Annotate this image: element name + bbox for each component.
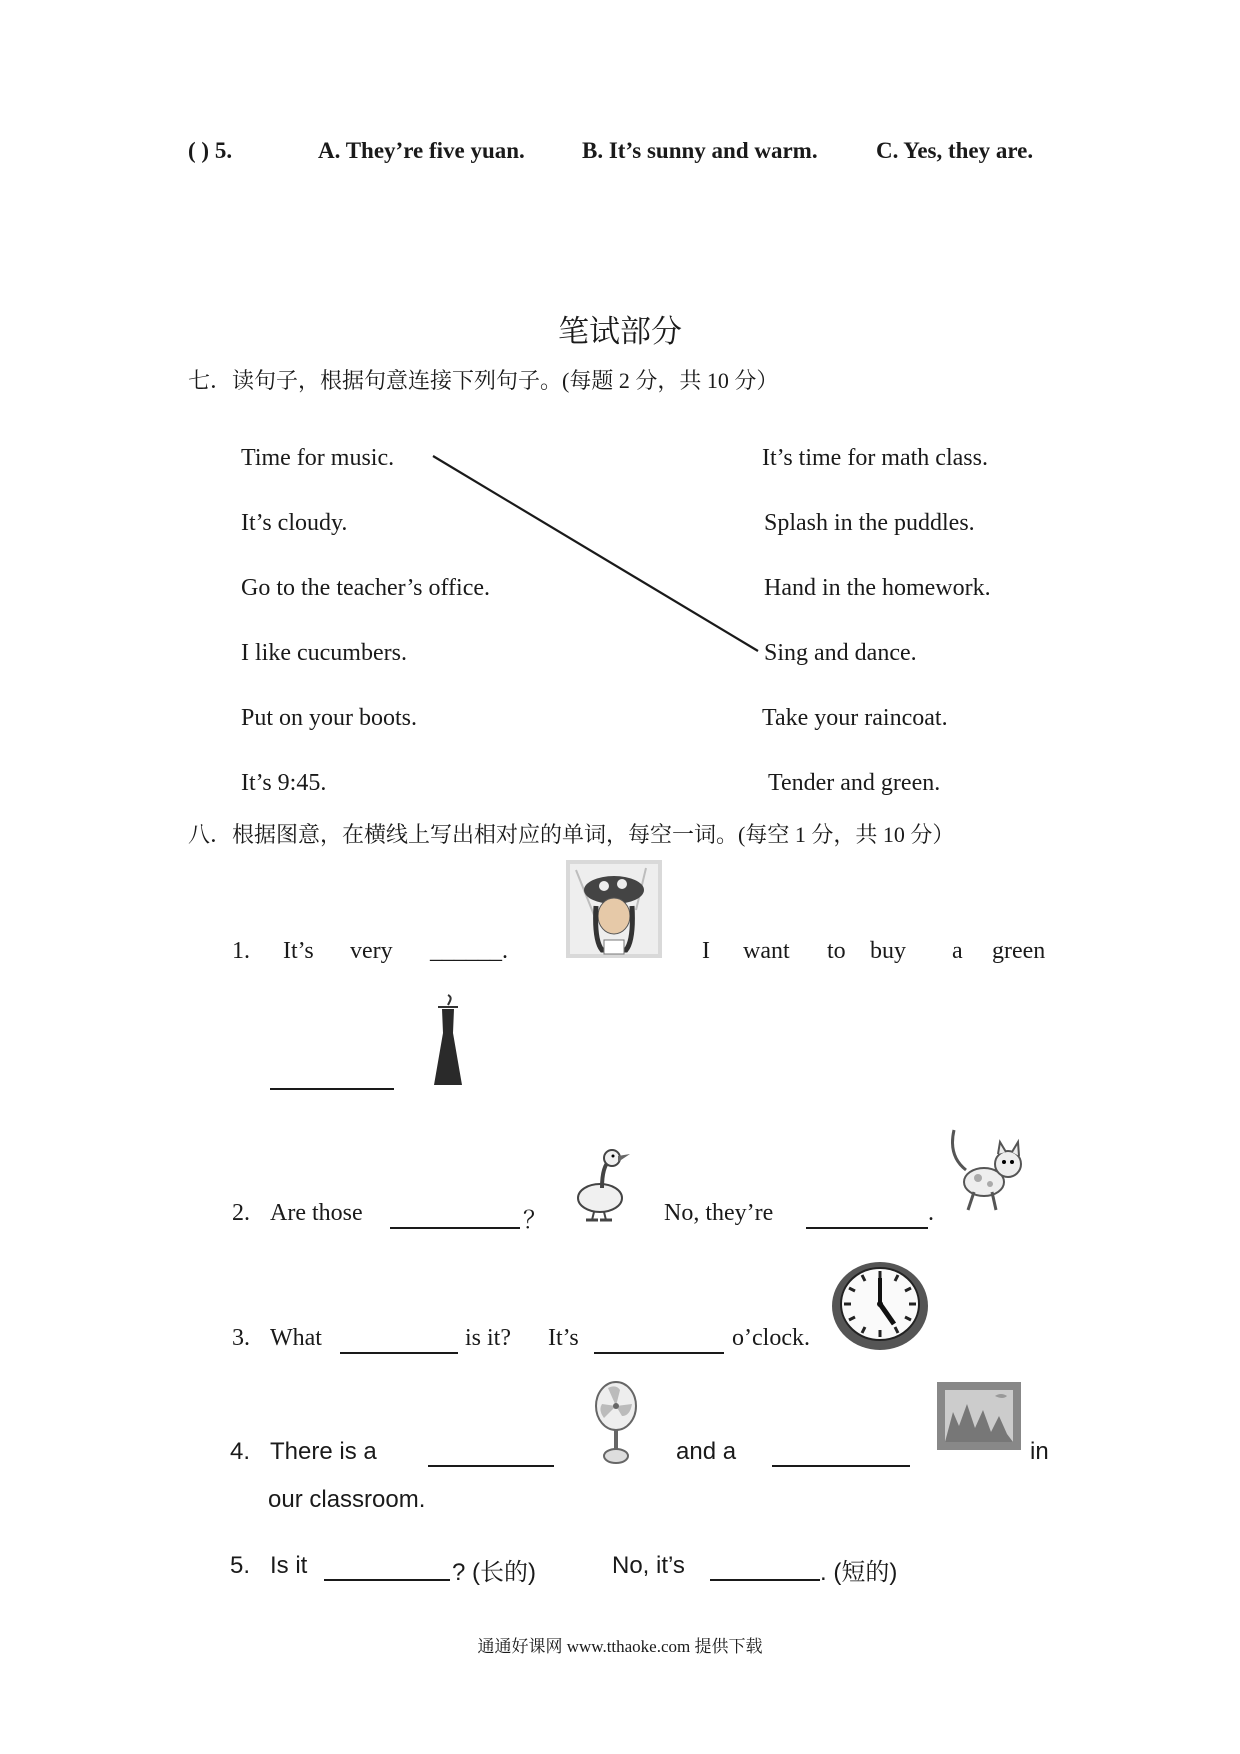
right-sentence: Splash in the puddles. (764, 510, 975, 536)
q5-text: Is it (270, 1552, 308, 1579)
section7-heading: 七．读句子，根据句意连接下列句子。(每题 2 分，共 10 分） (188, 368, 779, 393)
q2-number: 2. (232, 1200, 250, 1226)
question-5-bracket: ( ) 5. (188, 138, 233, 163)
q2-period: . (928, 1200, 934, 1226)
right-sentence: It’s time for math class. (762, 445, 988, 471)
fan-picture (590, 1378, 642, 1466)
q2-blank-1[interactable] (390, 1205, 520, 1229)
example-connecting-line (0, 0, 1240, 800)
q3-blank-1[interactable] (340, 1330, 458, 1354)
clock-picture (826, 1258, 932, 1352)
q1-word: want (743, 938, 790, 964)
q1-blank[interactable]: ______. (430, 938, 508, 964)
right-sentence: Take your raincoat. (762, 705, 948, 731)
option-a: A. They’re five yuan. (318, 138, 525, 163)
q5-blank-2[interactable] (710, 1557, 820, 1581)
cat-picture (948, 1126, 1030, 1216)
q5-hint-short: . (短的) (820, 1559, 898, 1586)
option-b: B. It’s sunny and warm. (582, 138, 818, 163)
duck-picture (572, 1142, 632, 1224)
q3-text: What (270, 1325, 322, 1351)
option-c: C. Yes, they are. (876, 138, 1034, 163)
q2-answer: No, they’re (664, 1200, 774, 1226)
right-sentence: Hand in the homework. (764, 575, 991, 601)
q1-word: very (350, 938, 393, 964)
q5-number: 5. (230, 1552, 251, 1579)
section8-heading: 八．根据图意，在横线上写出相对应的单词，每空一词。(每空 1 分，共 10 分） (188, 822, 955, 847)
q2-blank-2[interactable] (806, 1205, 928, 1229)
rainy-girl-picture (566, 860, 662, 958)
q1-word: It’s (283, 938, 314, 964)
q3-text: o’clock. (732, 1325, 810, 1351)
q1-second-blank[interactable] (270, 1066, 394, 1090)
footer-credit: 通通好课网 www.tthaoke.com 提供下载 (477, 1637, 763, 1656)
q3-blank-2[interactable] (594, 1330, 724, 1354)
right-sentence: Sing and dance. (764, 640, 917, 666)
q2-text: Are those (270, 1200, 363, 1226)
q1-word: green (992, 938, 1046, 964)
q4-text: and a (676, 1438, 737, 1465)
q1-word: to (827, 938, 846, 964)
q1-word: a (952, 938, 963, 964)
left-sentence: It’s cloudy. (241, 510, 348, 536)
left-sentence: Time for music. (241, 445, 395, 471)
dress-picture (428, 993, 468, 1088)
left-sentence: Go to the teacher’s office. (241, 575, 491, 601)
q1-word: buy (870, 938, 906, 964)
q1-word: I (702, 938, 710, 964)
q3-text: It’s (548, 1325, 579, 1351)
q4-blank-1[interactable] (428, 1443, 554, 1467)
q5-hint-long: ? (长的) (452, 1559, 536, 1586)
q4-second-line: our classroom. (268, 1486, 426, 1513)
q4-blank-2[interactable] (772, 1443, 910, 1467)
left-sentence: I like cucumbers. (241, 640, 407, 666)
q2-question-mark: ？ (523, 1208, 547, 1234)
q4-text: There is a (270, 1438, 377, 1465)
q4-number: 4. (230, 1438, 251, 1465)
right-sentence: Tender and green. (768, 770, 941, 796)
left-sentence: Put on your boots. (241, 705, 418, 731)
left-sentence: It’s 9:45. (241, 770, 327, 796)
q3-number: 3. (232, 1325, 250, 1351)
q3-text: is it? (465, 1325, 511, 1351)
q4-text: in (1030, 1438, 1049, 1465)
q1-number: 1. (232, 938, 250, 964)
q5-text: No, it’s (612, 1552, 685, 1579)
section-title: 笔试部分 (558, 314, 682, 349)
q5-blank-1[interactable] (324, 1557, 450, 1581)
picture-frame-image (937, 1382, 1021, 1452)
